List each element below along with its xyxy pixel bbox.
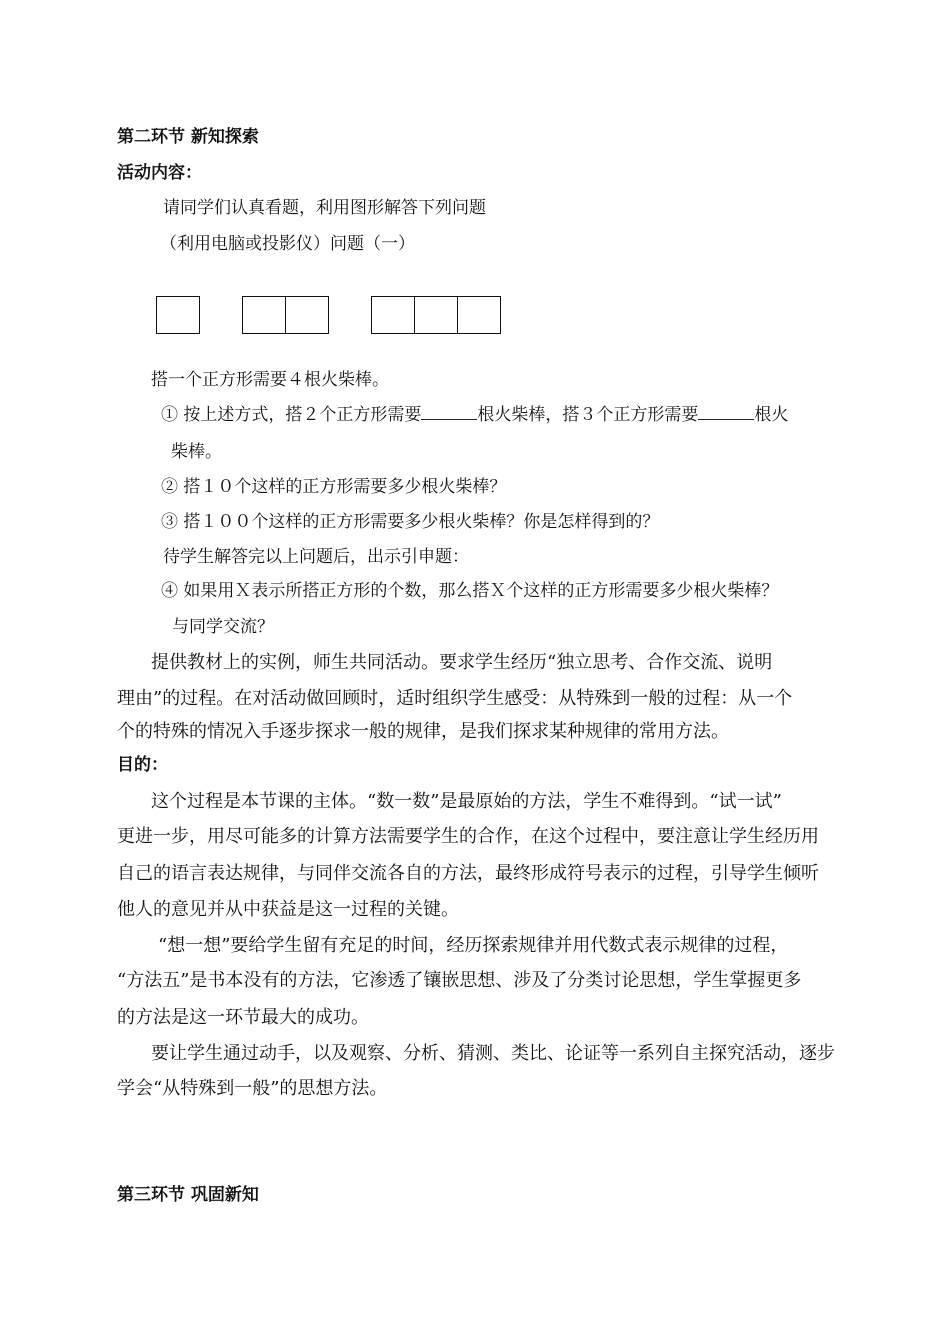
answer-blank-1[interactable] <box>421 405 477 420</box>
q1-part-a: ① 按上述方式，搭２个正方形需要 <box>161 405 422 425</box>
para2-line-1: 这个过程是本节课的主体。“数一数”是最原始的方法，学生不难得到。“试一试” <box>151 791 782 812</box>
square-group-3-b <box>414 296 458 334</box>
question-4: ④ 如果用Ｘ表示所搭正方形的个数，那么搭Ｘ个这样的正方形需要多少根火柴棒？ <box>161 581 779 601</box>
square-group-3-a <box>371 296 415 334</box>
question-4-continuation: 与同学交流？ <box>172 617 274 637</box>
para4-line-2: 学会“从特殊到一般”的思想方法。 <box>117 1078 388 1099</box>
q1-continuation: 柴棒。 <box>171 442 222 462</box>
para4-line-1: 要让学生通过动手，以及观察、分析、猜测、类比、论证等一系列自主探究活动，逐步 <box>151 1043 835 1064</box>
para1-line-3: 个的特殊的情况入手逐步探求一般的规律，是我们探求某种规律的常用方法。 <box>117 721 729 742</box>
para3-line-3: 的方法是这一环节最大的成功。 <box>117 1007 369 1028</box>
purpose-label: 目的： <box>117 755 168 775</box>
activity-label: 活动内容： <box>117 163 202 183</box>
square-group-2-b <box>285 296 329 334</box>
section3-title: 第三环节 巩固新知 <box>117 1185 259 1205</box>
q1-part-b: 根火柴棒，搭３个正方形需要 <box>477 405 699 425</box>
para3-line-1: “想一想”要给学生留有充足的时间，经历探索规律并用代数式表示规律的过程， <box>158 935 789 956</box>
para2-line-3: 自己的语言表达规律，与同伴交流各自的方法，最终形成符号表示的过程，引导学生倾听 <box>117 863 819 884</box>
answer-blank-2[interactable] <box>698 405 754 420</box>
para3-line-2: “方法五”是书本没有的方法，它渗透了镶嵌思想、涉及了分类讨论思想，学生掌握更多 <box>117 970 802 991</box>
question-1 <box>161 405 788 425</box>
square-group-3-c <box>457 296 501 334</box>
para1-line-2: 理由”的过程。在对活动做回顾时，适时组织学生感受：从特殊到一般的过程：从一个 <box>117 688 793 709</box>
problem-label: （利用电脑或投影仪）问题（一） <box>160 234 415 254</box>
square-group-1 <box>156 296 200 334</box>
section2-title: 第二环节 新知探索 <box>117 127 259 147</box>
para2-line-4: 他人的意见并从中获益是这一过程的关键。 <box>117 899 459 920</box>
followup-text: 待学生解答完以上问题后，出示引申题： <box>163 547 469 567</box>
q1-part-c: 根火 <box>754 405 789 425</box>
question-3: ③ 搭１００个这样的正方形需要多少根火柴棒？你是怎样得到的？ <box>161 512 660 532</box>
para2-line-2: 更进一步，用尽可能多的计算方法需要学生的合作，在这个过程中，要注意让学生经历用 <box>117 826 819 847</box>
square-group-2-a <box>242 296 286 334</box>
intro-text: 请同学们认真看题，利用图形解答下列问题 <box>163 198 486 218</box>
question-2: ② 搭１０个这样的正方形需要多少根火柴棒？ <box>161 477 507 497</box>
para1-line-1: 提供教材上的实例，师生共同活动。要求学生经历“独立思考、合作交流、说明 <box>151 652 773 673</box>
statement: 搭一个正方形需要４根火柴棒。 <box>151 370 389 390</box>
